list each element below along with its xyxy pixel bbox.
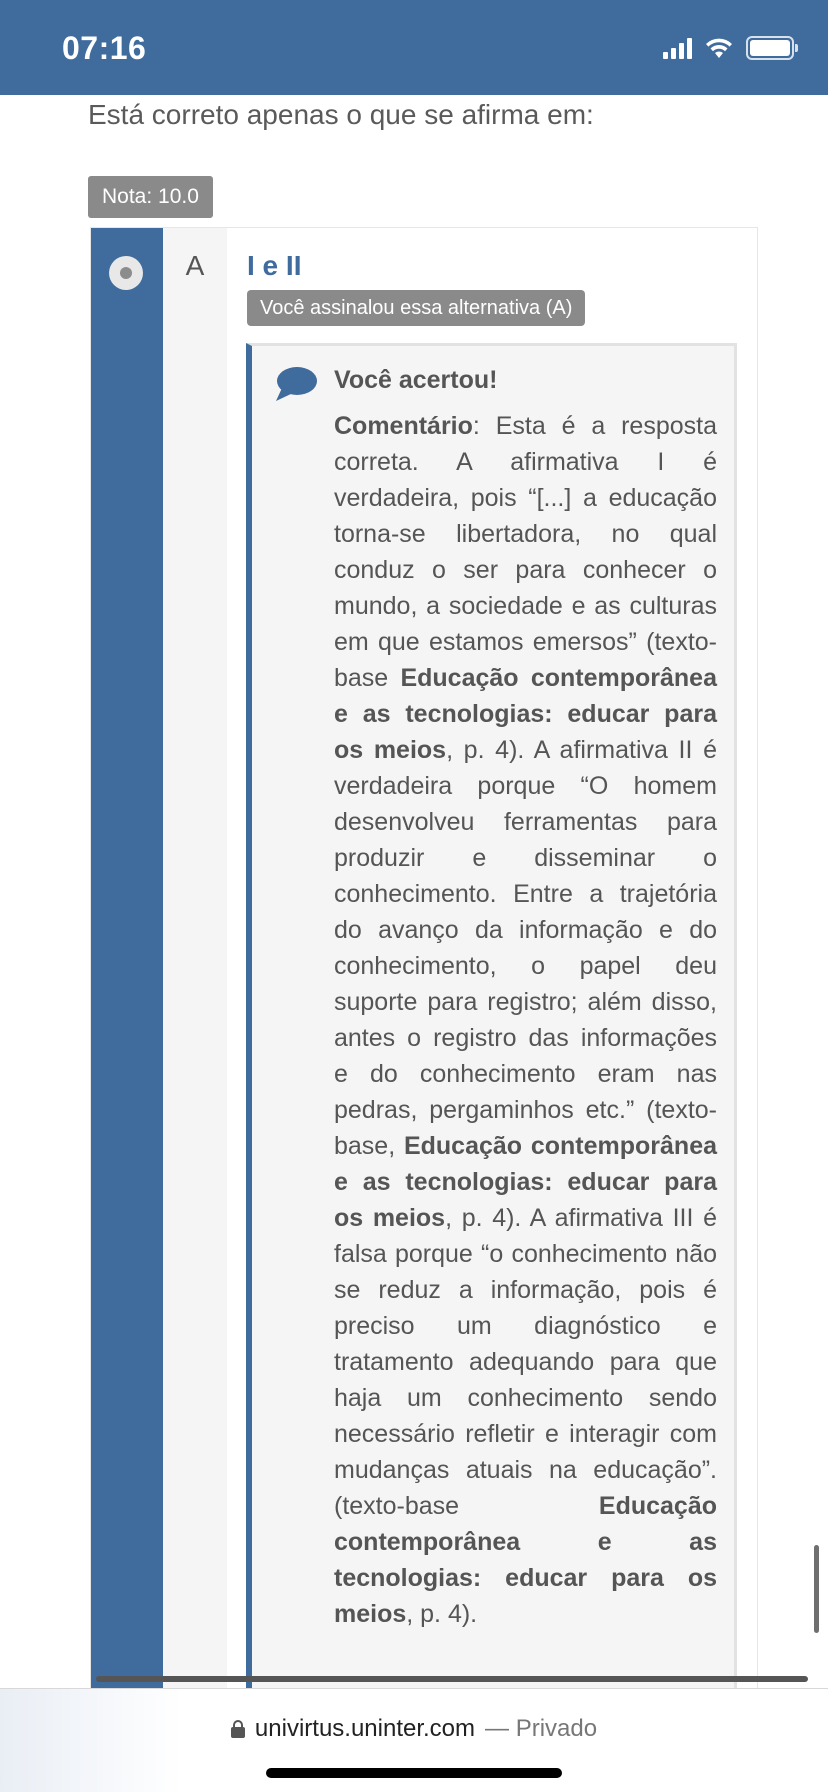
cellular-signal-icon xyxy=(663,37,692,59)
privacy-label: — Privado xyxy=(485,1715,598,1742)
status-icons xyxy=(663,36,794,60)
status-bar xyxy=(0,0,828,95)
alternative-text: I e II xyxy=(247,250,302,281)
book-title-1: Educação contemporânea e as tecnologias: educar para os meios xyxy=(334,664,717,764)
radio-selected-icon[interactable] xyxy=(109,256,143,290)
vertical-scrollbar[interactable] xyxy=(814,1545,819,1633)
marked-alternative-badge: Você assinalou essa alternativa (A) xyxy=(247,290,585,326)
wifi-icon xyxy=(704,36,734,60)
url-domain: univirtus.uninter.com xyxy=(254,1715,476,1742)
feedback-title: Você acertou! xyxy=(334,366,498,394)
alternative-letter: A xyxy=(185,250,205,281)
alternative-letter-column xyxy=(163,228,227,1688)
url-display[interactable] xyxy=(0,1715,828,1743)
home-indicator[interactable] xyxy=(266,1768,562,1778)
status-time: 07:16 xyxy=(62,30,147,66)
feedback-panel xyxy=(246,343,737,1688)
comment-bubble-icon xyxy=(274,364,318,404)
book-title-3: Educação contemporânea e as tecnologias: educar para os meios xyxy=(334,1492,717,1628)
comment-text-3: , p. 4). A afirmativa III é falsa porque “o conhecimento não se reduz a informação, pois é preciso um diagnóstico e tratamento adequando para que haja um conhecimento sendo necessário refletir e interagir com mudanças atuais na educação”. (texto-base xyxy=(334,1204,718,1520)
comment-label: Comentário xyxy=(334,412,473,440)
page-content xyxy=(0,95,828,1688)
book-title-2: Educação contemporânea e as tecnologias: educar para os meios xyxy=(334,1132,717,1232)
comment-text-1: : Esta é a resposta correta. A afirmativa I é verdadeira, pois “[...] a educação torna-se libertadora, no qual conduz o ser para conhecer o mundo, a sociedade e as culturas em que estamos emersos” (texto-base xyxy=(334,412,717,692)
comment-text-4: , p. 4). xyxy=(406,1600,478,1628)
grade-badge: Nota: 10.0 xyxy=(88,176,213,218)
feedback-comment xyxy=(334,408,717,1632)
question-text: Está correto apenas o que se afirma em: xyxy=(88,99,594,130)
battery-icon xyxy=(746,36,794,60)
comment-text-2: , p. 4). A afirmativa II é verdadeira porque “O homem desenvolveu ferramentas para produzir e disseminar o conhecimento. Entre a trajetória do avanço da informação e do conhecimento, o papel deu suporte para registro; além disso, antes o registro das informações e do conhecimento eram nas pedras, pergaminhos etc.” (texto-base, xyxy=(334,736,718,1160)
alternative-option-a[interactable] xyxy=(90,227,758,1688)
alternative-selected-stripe xyxy=(91,228,163,1688)
horizontal-scrollbar[interactable] xyxy=(96,1676,808,1682)
lock-icon xyxy=(231,1720,245,1738)
